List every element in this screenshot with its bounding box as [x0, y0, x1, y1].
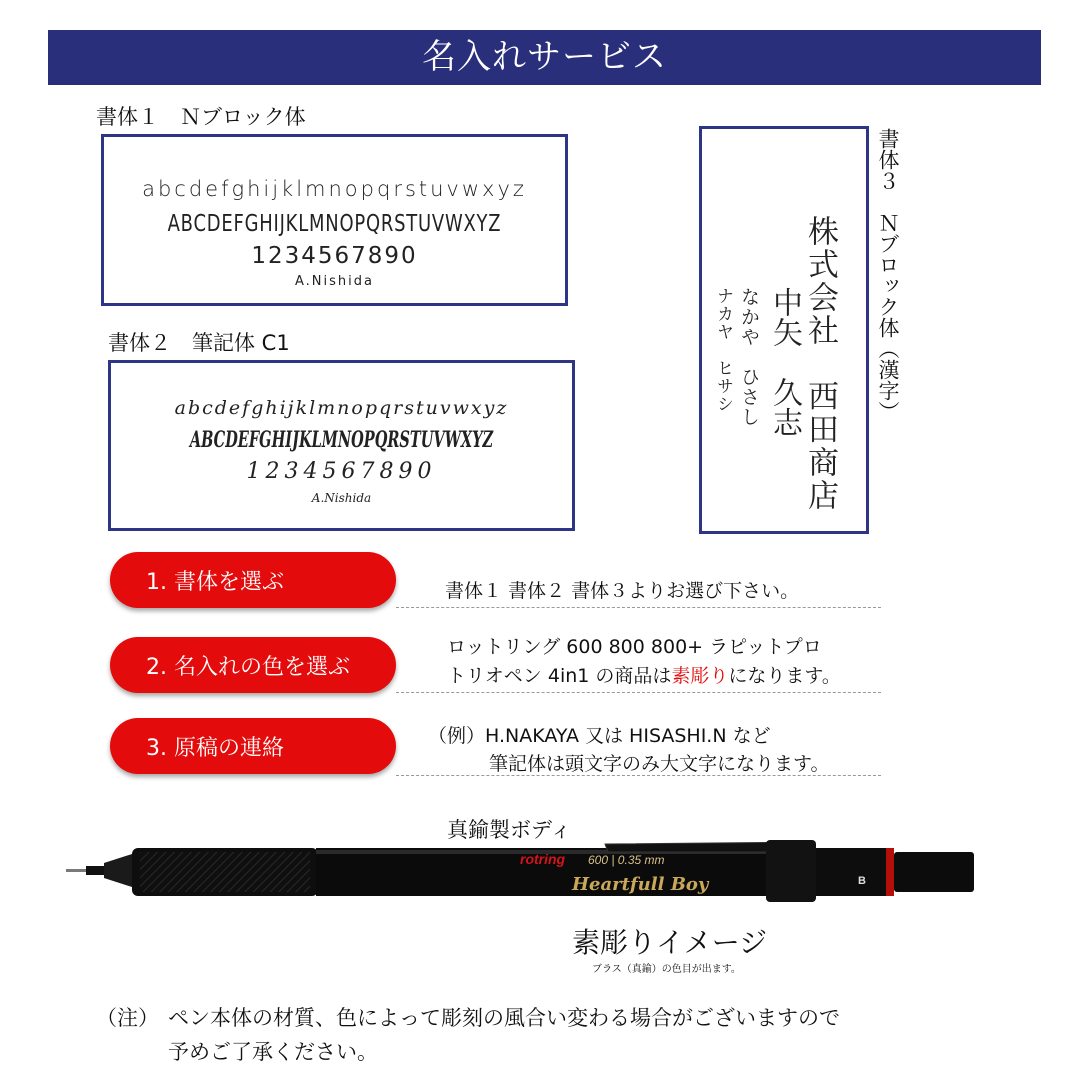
font1-lowercase: abcdefghijklmnopqrstuvwxyz — [142, 177, 527, 201]
page-title: 名入れサービス — [48, 30, 1041, 85]
pen-brand: rotring — [520, 851, 566, 867]
step2-text-post: になります。 — [728, 665, 841, 687]
font3-sample-box — [699, 126, 869, 534]
pen-upper — [816, 848, 886, 896]
font1-sample-box — [101, 134, 568, 306]
step2-text-line2 — [447, 662, 841, 690]
pen-image-subcaption: ブラス（真鍮）の色目が出ます。 — [592, 964, 741, 975]
step1-divider — [396, 607, 881, 608]
font2-sample-box — [108, 360, 575, 531]
step1-text: 書体１ 書体２ 書体３よりお選び下さい。 — [445, 580, 800, 602]
pen-image-caption: 素彫りイメージ — [572, 926, 768, 959]
step2-text-pre: トリオペン 4in1 の商品は — [447, 665, 672, 687]
pen-model: 600 | 0.35 mm — [588, 853, 665, 867]
font2-sample-name: A.Nishida — [311, 491, 372, 505]
font3-label: 書体３ Ｎブロック体（漢字） — [876, 128, 900, 422]
font3-name: 中矢 久志 — [767, 287, 802, 437]
pen-cap — [894, 852, 974, 892]
font3-company: 株式会社 西田商店 — [802, 215, 838, 512]
font2-label: 書体２ 筆記体 C1 — [108, 331, 290, 355]
step3-text-line1: （例）H.NAKAYA 又は HISASHI.N など — [428, 725, 771, 747]
font2-digits: 1234567890 — [246, 459, 437, 484]
pen-clip-base — [766, 840, 816, 902]
font1-uppercase: ABCDEFGHIJKLMNOPQRSTUVWXYZ — [167, 211, 502, 237]
pen-body-label: 真鍮製ボディ — [447, 818, 572, 842]
step2-divider — [396, 692, 881, 693]
pen-end-mark: B — [858, 875, 866, 887]
step2-highlight: 素彫り — [671, 665, 729, 687]
note-line2: 予めご了承ください。 — [168, 1040, 378, 1064]
font1-label: 書体１ Ｎブロック体 — [96, 105, 306, 129]
font1-digits: 1234567890 — [251, 243, 418, 269]
pen-image — [60, 830, 980, 912]
font3-katakana: ナカヤ ヒサシ — [713, 287, 733, 413]
step3-text-line2: 筆記体は頭文字のみ大文字になります。 — [489, 753, 830, 775]
step2-text-line1: ロットリング 600 800 800+ ラピットプロ — [447, 636, 822, 658]
note-line1: ペン本体の材質、色によって彫刻の風合い変わる場合がございますので — [168, 1006, 840, 1030]
note-prefix: （注） — [96, 1006, 159, 1030]
font2-uppercase: ABCDEFGHIJKLMNOPQRSTUVWXYZ — [189, 427, 494, 453]
pen-red-ring — [886, 848, 894, 896]
step1-choose-font-button[interactable]: 1. 書体を選ぶ — [110, 552, 396, 608]
step3-divider — [396, 775, 881, 776]
font1-sample-name: A.Nishida — [295, 274, 374, 289]
pen-lead — [66, 869, 88, 872]
pen-engraving: Heartfull Boy — [572, 874, 709, 895]
font3-hiragana: なかや ひさし — [738, 287, 760, 427]
pen-tip — [86, 866, 104, 875]
step3-contact-button[interactable]: 3. 原稿の連絡 — [110, 718, 396, 774]
pen-cone — [104, 854, 132, 887]
font2-lowercase: abcdefghijklmnopqrstuvwxyz — [174, 397, 509, 419]
step2-choose-color-button[interactable]: 2. 名入れの色を選ぶ — [110, 637, 396, 693]
